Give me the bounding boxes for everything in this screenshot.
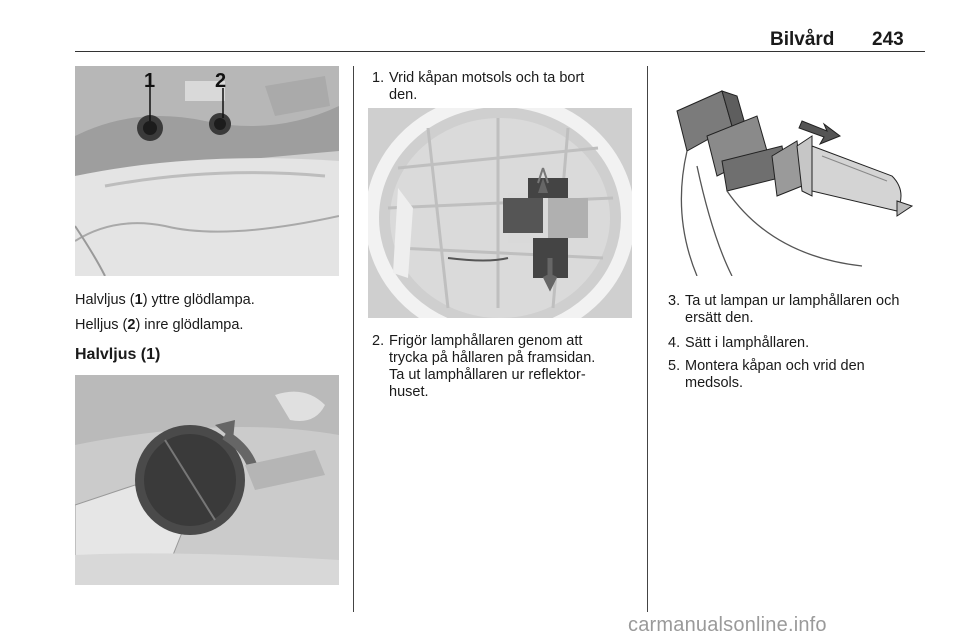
page-number: 243 (872, 29, 904, 50)
watermark: carmanualsonline.info (628, 614, 827, 636)
section-heading-low-beam: Halvljus (1) (75, 346, 161, 363)
header-rule (75, 51, 925, 52)
step-4 (668, 335, 930, 353)
step-2-text: Frigör lamphållaren genom att trycka på hållaren på framsidan. Ta ut lamphållaren ur reflektor- huset. (389, 333, 596, 400)
figure-reflector-housing (368, 108, 632, 318)
step-3 (668, 293, 930, 329)
step-4-text: Sätt i lamphållaren. (685, 335, 810, 351)
step-5-number: 5. (668, 358, 681, 374)
figure-headlight-bulbs (75, 66, 339, 276)
step-2 (372, 333, 634, 405)
caption-low-beam: Halvljus (1) yttre glödlampa. (75, 292, 255, 308)
section-title: Bilvård (770, 29, 835, 50)
cover-rotation-illustration (75, 375, 339, 585)
figure-bulb-holder (662, 66, 926, 276)
step-1 (372, 70, 632, 106)
caption-high-beam: Helljus (2) inre glödlampa. (75, 317, 244, 333)
callout-2: 2 (215, 70, 227, 92)
step-5 (668, 358, 930, 394)
reflector-housing-illustration (368, 108, 632, 318)
headlight-bulbs-illustration (75, 66, 339, 276)
column-divider-left (353, 66, 354, 612)
step-3-text: Ta ut lampan ur lamphållaren och ersätt den. (685, 293, 900, 326)
bulb-holder-illustration (662, 66, 926, 276)
step-2-number: 2. (372, 333, 385, 349)
step-1-text: Vrid kåpan motsols och ta bort den. (389, 70, 585, 103)
step-5-text: Montera kåpan och vrid den medsols. (685, 358, 865, 391)
step-4-number: 4. (668, 335, 681, 351)
callout-1: 1 (144, 70, 156, 92)
step-3-number: 3. (668, 293, 681, 309)
figure-cover-rotation (75, 375, 339, 585)
step-1-number: 1. (372, 70, 385, 86)
column-divider-right (647, 66, 648, 612)
